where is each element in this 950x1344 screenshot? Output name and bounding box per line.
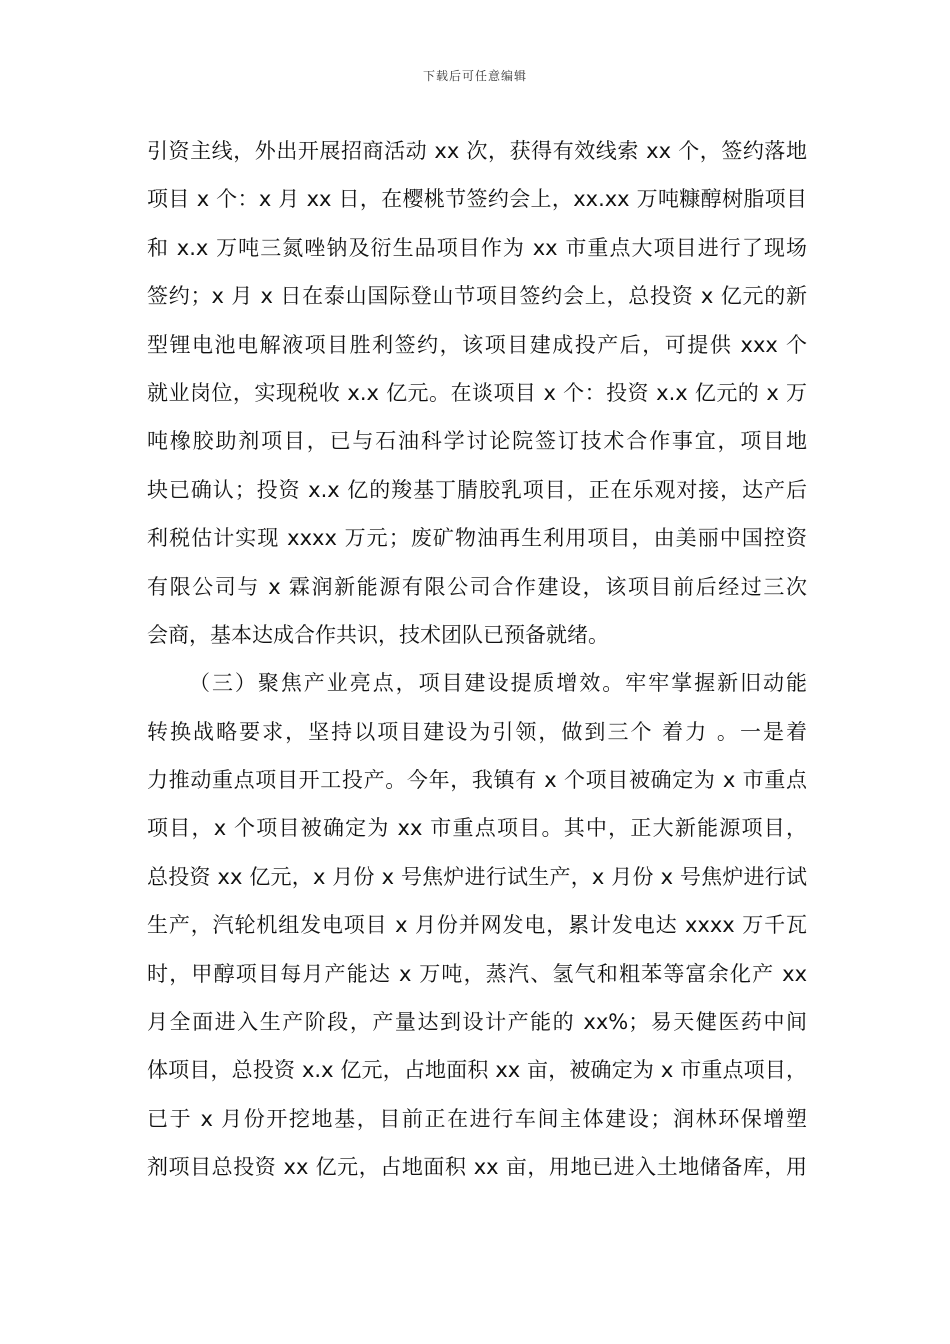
text-line: 项目 x 个：x 月 xx 日，在樱桃节签约会上，xx.xx 万吨糠醇树脂项目 (147, 187, 807, 212)
text-line: 型锂电池电解液项目胜利签约，该项目建成投产后，可提供 xxx 个 (147, 332, 807, 357)
page-header: 下载后可任意编辑 (422, 69, 527, 83)
text-line: 力推动重点项目开工投产。今年，我镇有 x 个项目被确定为 x 市重点 (147, 768, 807, 793)
text-line: 吨橡胶助剂项目，已与石油科学讨论院签订技术合作事宜，项目地 (147, 429, 807, 454)
text-line: 已于 x 月份开挖地基，目前正在进行车间主体建设；润林环保增塑 (147, 1106, 807, 1131)
section-heading-line: （三）聚焦产业亮点，项目建设提质增效。牢牢掌握新旧动能 (189, 671, 807, 696)
document-body (147, 127, 807, 1192)
text-line: 时，甲醇项目每月产能达 x 万吨，蒸汽、氢气和粗苯等富余化产 xx (147, 961, 807, 986)
text-line: 转换战略要求，坚持以项目建设为引领，做到三个 着力 。一是着 (147, 719, 807, 744)
text-line: 块已确认；投资 x.x 亿的羧基丁腈胶乳项目，正在乐观对接，达产后 (147, 477, 807, 502)
text-line: 剂项目总投资 xx 亿元，占地面积 xx 亩，用地已进入土地储备库，用 (147, 1155, 807, 1180)
text-line: 生产，汽轮机组发电项目 x 月份并网发电，累计发电达 xxxx 万千瓦 (147, 913, 807, 938)
text-line: 会商，基本达成合作共识，技术团队已预备就绪。 (147, 622, 609, 647)
text-line: 签约；x 月 x 日在泰山国际登山节项目签约会上，总投资 x 亿元的新 (147, 284, 807, 309)
text-line: 有限公司与 x 霖润新能源有限公司合作建设，该项目前后经过三次 (147, 574, 807, 599)
text-line: 和 x.x 万吨三氮唑钠及衍生品项目作为 xx 市重点大项目进行了现场 (147, 235, 807, 260)
text-line: 利税估计实现 xxxx 万元；废矿物油再生利用项目，由美丽中国控资 (147, 526, 807, 551)
text-line: 项目，x 个项目被确定为 xx 市重点项目。其中，正大新能源项目， (147, 816, 807, 841)
text-line: 就业岗位，实现税收 x.x 亿元。在谈项目 x 个：投资 x.x 亿元的 x 万 (147, 380, 807, 405)
text-line: 月全面进入生产阶段，产量达到设计产能的 xx%；易天健医药中间 (147, 1010, 807, 1035)
text-line: 总投资 xx 亿元，x 月份 x 号焦炉进行试生产，x 月份 x 号焦炉进行试 (147, 864, 807, 889)
text-line: 体项目，总投资 x.x 亿元，占地面积 xx 亩，被确定为 x 市重点项目， (147, 1058, 807, 1083)
text-line: 引资主线，外出开展招商活动 xx 次，获得有效线索 xx 个，签约落地 (147, 139, 807, 163)
